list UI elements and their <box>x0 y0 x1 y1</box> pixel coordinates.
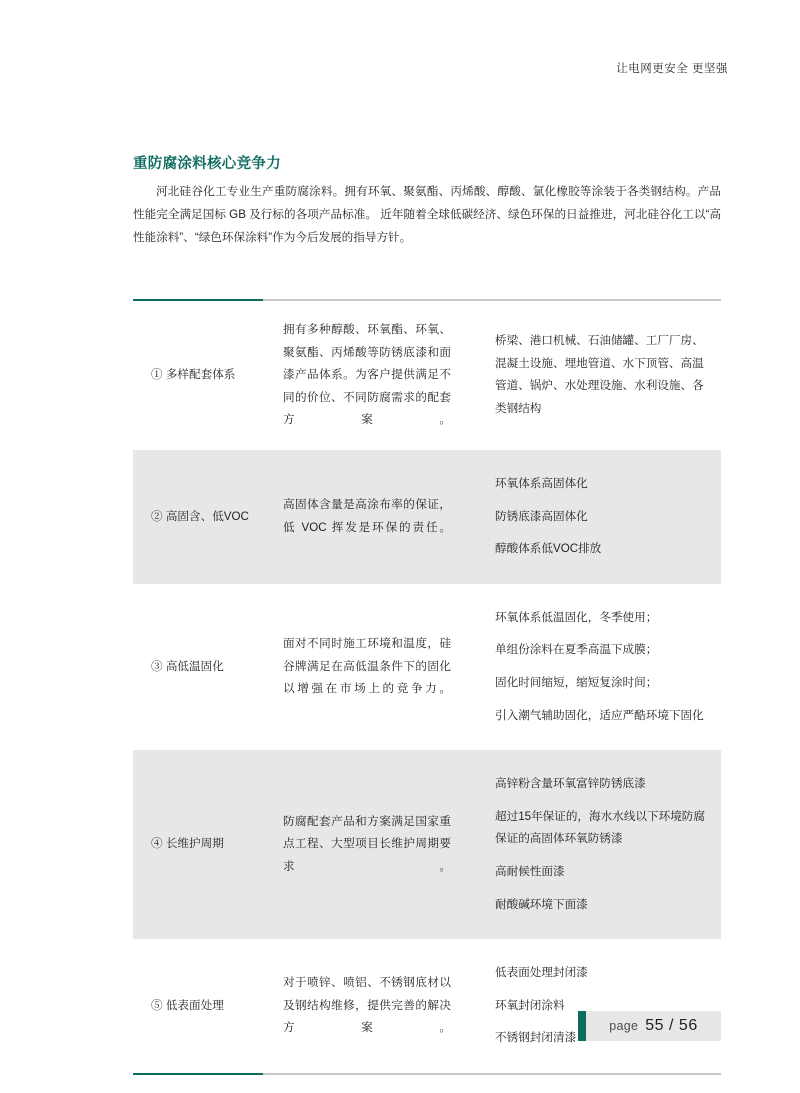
table-row <box>133 750 721 939</box>
row-description: 拥有多种醇酸、环氧酯、环氧、聚氨酯、丙烯酸等防锈底漆和面漆产品体系。为客户提供满足不同的价位、不同防腐需求的配套方案。 <box>283 323 451 427</box>
list-item: 醇酸体系低VOC排放 <box>495 542 602 556</box>
table-row <box>133 301 721 450</box>
list-item: 引入潮气辅助固化，适应严酷环境下固化 <box>495 708 704 722</box>
page-number-badge <box>578 1011 721 1041</box>
list-item: 单组份涂料在夏季高温下成膜； <box>495 643 658 657</box>
row-description: 对于喷锌、喷铝、不锈钢底材以及钢结构维修，提供完善的解决方案。 <box>283 976 451 1035</box>
table-top-rule <box>133 299 721 301</box>
table-bottom-rule-accent <box>133 1073 263 1075</box>
page-label: page <box>609 1019 639 1033</box>
list-item: 环氧体系低温固化，冬季使用； <box>495 610 658 624</box>
list-item: 桥梁、港口机械、石油储罐、工厂厂房、混凝土设施、埋地管道、水下顶管、高温管道、锅炉、水处理设施、水利设施、各类钢结构 <box>495 334 704 416</box>
row-applications <box>473 584 721 750</box>
list-item: 环氧体系高固体化 <box>495 476 588 490</box>
row-applications <box>473 939 721 1073</box>
competitiveness-table <box>133 299 721 1075</box>
row-description: 防腐配套产品和方案满足国家重点工程、大型项目长维护周期要求。 <box>283 814 451 873</box>
table-row <box>133 939 721 1073</box>
list-item: 高耐候性面漆 <box>495 864 565 878</box>
row-feature-name: ① 多样配套体系 <box>151 368 236 382</box>
table-row <box>133 450 721 584</box>
table-bottom-rule <box>133 1073 721 1075</box>
row-applications <box>473 301 721 450</box>
list-item: 耐酸碱环境下面漆 <box>495 897 588 911</box>
list-item: 固化时间缩短，缩短复涂时间； <box>495 675 658 689</box>
page-number: 55 / 56 <box>645 1017 698 1034</box>
list-item: 低表面处理封闭漆 <box>495 966 588 980</box>
page-badge-body <box>586 1011 721 1041</box>
table-top-rule-accent <box>133 299 263 301</box>
header-tagline: 让电网更安全 更坚强 <box>616 63 728 75</box>
row-applications <box>473 750 721 939</box>
row-feature-name: ④ 长维护周期 <box>151 837 224 851</box>
table-body <box>133 301 721 1073</box>
row-feature-name: ⑤ 低表面处理 <box>151 998 224 1012</box>
intro-paragraph: 河北硅谷化工专业生产重防腐涂料。拥有环氧、聚氨酯、丙烯酸、醇酸、氯化橡胶等涂装于各类钢结构。产品性能完全满足国标 GB 及行标的各项产品标准。 近年随着全球低碳经济、绿色环保的日益推进，河北硅谷化工以“高性能涂料”、“绿色环保涂料”作为今后发展的指导方针。 <box>133 185 721 245</box>
list-item: 不锈钢封闭清漆 <box>495 1031 577 1045</box>
row-description: 高固体含量是高涂布率的保证，低 VOC 挥发是环保的责任。 <box>283 498 451 534</box>
row-feature-name: ② 高固含、低VOC <box>151 509 249 523</box>
list-item: 超过15年保证的，海水水线以下环境防腐保证的高固体环氧防锈漆 <box>495 809 705 846</box>
row-feature-name: ③ 高低温固化 <box>151 659 224 673</box>
list-item: 高锌粉含量环氧富锌防锈底漆 <box>495 777 646 791</box>
page-badge-accent-bar <box>578 1011 586 1041</box>
list-item: 环氧封闭涂料 <box>495 998 565 1012</box>
row-description: 面对不同时施工环境和温度，硅谷牌满足在高低温条件下的固化以增强在市场上的竞争力。 <box>283 637 451 696</box>
table-row <box>133 584 721 750</box>
row-applications <box>473 450 721 584</box>
list-item: 防锈底漆高固体化 <box>495 509 588 523</box>
page-title: 重防腐涂料核心竞争力 <box>133 156 281 172</box>
